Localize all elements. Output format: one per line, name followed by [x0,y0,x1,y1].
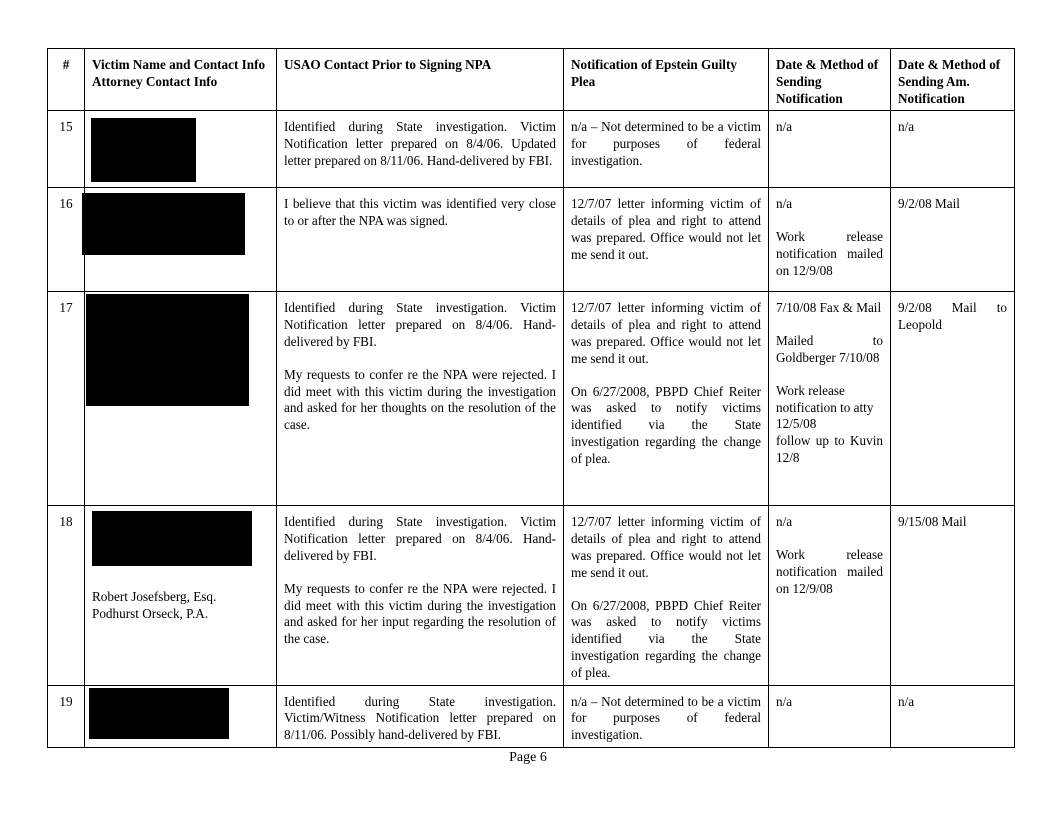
usao-note: My requests to confer re the NPA were rejected. I did meet with this victim during the investigation and asked for her input regarding the resolution of the case. [284,580,556,647]
sending-note: n/a [776,514,793,530]
victim-notification-table [47,48,1015,748]
sending-note: Mailed to Goldberger 7/10/08 [776,333,883,365]
sending-note: follow up to Kuvin 12/8 [776,433,883,465]
guilty-plea-cell [564,506,769,685]
table-row [48,685,1015,747]
usao-contact-cell [277,292,564,506]
amended-cell [891,506,1015,685]
table-row [48,292,1015,506]
sending-cell [769,292,891,506]
sending-note: Work release notification mailed on 12/9/08 [776,547,883,596]
amended-cell [891,188,1015,292]
sending-cell [769,111,891,188]
row-number: 17 [48,292,85,506]
plea-note: n/a – Not determined to be a victim for purposes of federal investigation. [571,693,761,743]
guilty-plea-cell [564,111,769,188]
header-amended-date: Date & Method of Sending Am. Notification [891,49,1015,111]
plea-note: 12/7/07 letter informing victim of details of plea and right to attend was prepared. Office would not let me send it out. [571,514,761,580]
table-header-row [48,49,1015,111]
row-number: 16 [48,188,85,292]
header-attorney-info: Attorney Contact Info [92,73,218,89]
amended-note: n/a [898,693,915,709]
usao-contact-cell [277,111,564,188]
sending-note: n/a [776,196,793,212]
amended-note: 9/2/08 Mail [898,196,960,212]
redaction-block [86,294,249,406]
redaction-block [91,118,196,182]
header-victim-name: Victim Name and Contact Info [92,57,266,72]
row-number: 18 [48,506,85,685]
sending-note: Work release notification mailed on 12/9/08 [776,229,883,278]
victim-info-cell [85,188,277,292]
amended-cell [891,111,1015,188]
plea-note: n/a – Not determined to be a victim for purposes of federal investigation. [571,119,761,168]
usao-note: Identified during State investigation. Victim Notification letter prepared on 8/4/06. Hand-delivered by FBI. [284,300,556,349]
plea-note: On 6/27/2008, PBPD Chief Reiter was asked to notify victims identified via the State investigation regarding the change of plea. [571,383,761,466]
sending-note: Work release notification to atty 12/5/08 [776,382,874,432]
amended-note: 9/15/08 Mail [898,514,967,530]
usao-contact-cell [277,188,564,292]
redaction-block [89,688,229,739]
attorney-name: Robert Josefsberg, Esq. [92,589,217,605]
page-number: Page 6 [509,750,547,765]
row-number: 19 [48,685,85,747]
header-guilty-plea: Notification of Epstein Guilty Plea [564,49,769,111]
table-row [48,111,1015,188]
attorney-firm: Podhurst Orseck, P.A. [92,606,209,622]
usao-note: Identified during State investigation. Victim Notification letter prepared on 8/4/06. Hand-delivered by FBI. [284,514,556,563]
row-number: 15 [48,111,85,188]
amended-cell [891,685,1015,747]
amended-note: 9/2/08 Mail to Leopold [898,300,1007,333]
header-victim-info [85,49,277,111]
amended-cell [891,292,1015,506]
guilty-plea-cell [564,188,769,292]
plea-note: On 6/27/2008, PBPD Chief Reiter was asked to notify victims identified via the State investigation regarding the change of plea. [571,597,761,680]
guilty-plea-cell [564,292,769,506]
usao-note: I believe that this victim was identified very close to or after the NPA was signed. [284,196,556,229]
table-row [48,188,1015,292]
redaction-block [82,193,245,255]
usao-contact-cell [277,506,564,685]
usao-note: Identified during State investigation. Victim Notification letter prepared on 8/4/06. Updated letter prepared on 8/11/06. Hand-delivered by FBI. [284,119,556,168]
usao-note: Identified during State investigation. Victim/Witness Notification letter prepared on 8/11/06. Possibly hand-delivered by FBI. [284,693,556,743]
sending-cell [769,188,891,292]
redaction-block [92,511,252,566]
table-row [48,506,1015,685]
sending-note: 7/10/08 Fax & Mail [776,300,882,316]
sending-note: n/a [776,119,793,135]
victim-info-cell [85,506,277,685]
sending-cell [769,685,891,747]
header-number: # [48,49,85,111]
plea-note: 12/7/07 letter informing victim of details of plea and right to attend was prepared. Office would not let me send it out. [571,300,761,366]
usao-contact-cell [277,685,564,747]
header-sending-date: Date & Method of Sending Notification [769,49,891,111]
usao-note: My requests to confer re the NPA were rejected. I did meet with this victim during the investigation and asked for her thoughts on the resolution of the case. [284,366,556,433]
header-usao-contact: USAO Contact Prior to Signing NPA [277,49,564,111]
victim-info-cell [85,111,277,188]
guilty-plea-cell [564,685,769,747]
sending-note: n/a [776,693,793,709]
victim-info-cell [85,292,277,506]
plea-note: 12/7/07 letter informing victim of details of plea and right to attend was prepared. Office would not let me send it out. [571,196,761,262]
amended-note: n/a [898,119,915,135]
sending-cell [769,506,891,685]
victim-info-cell [85,685,277,747]
